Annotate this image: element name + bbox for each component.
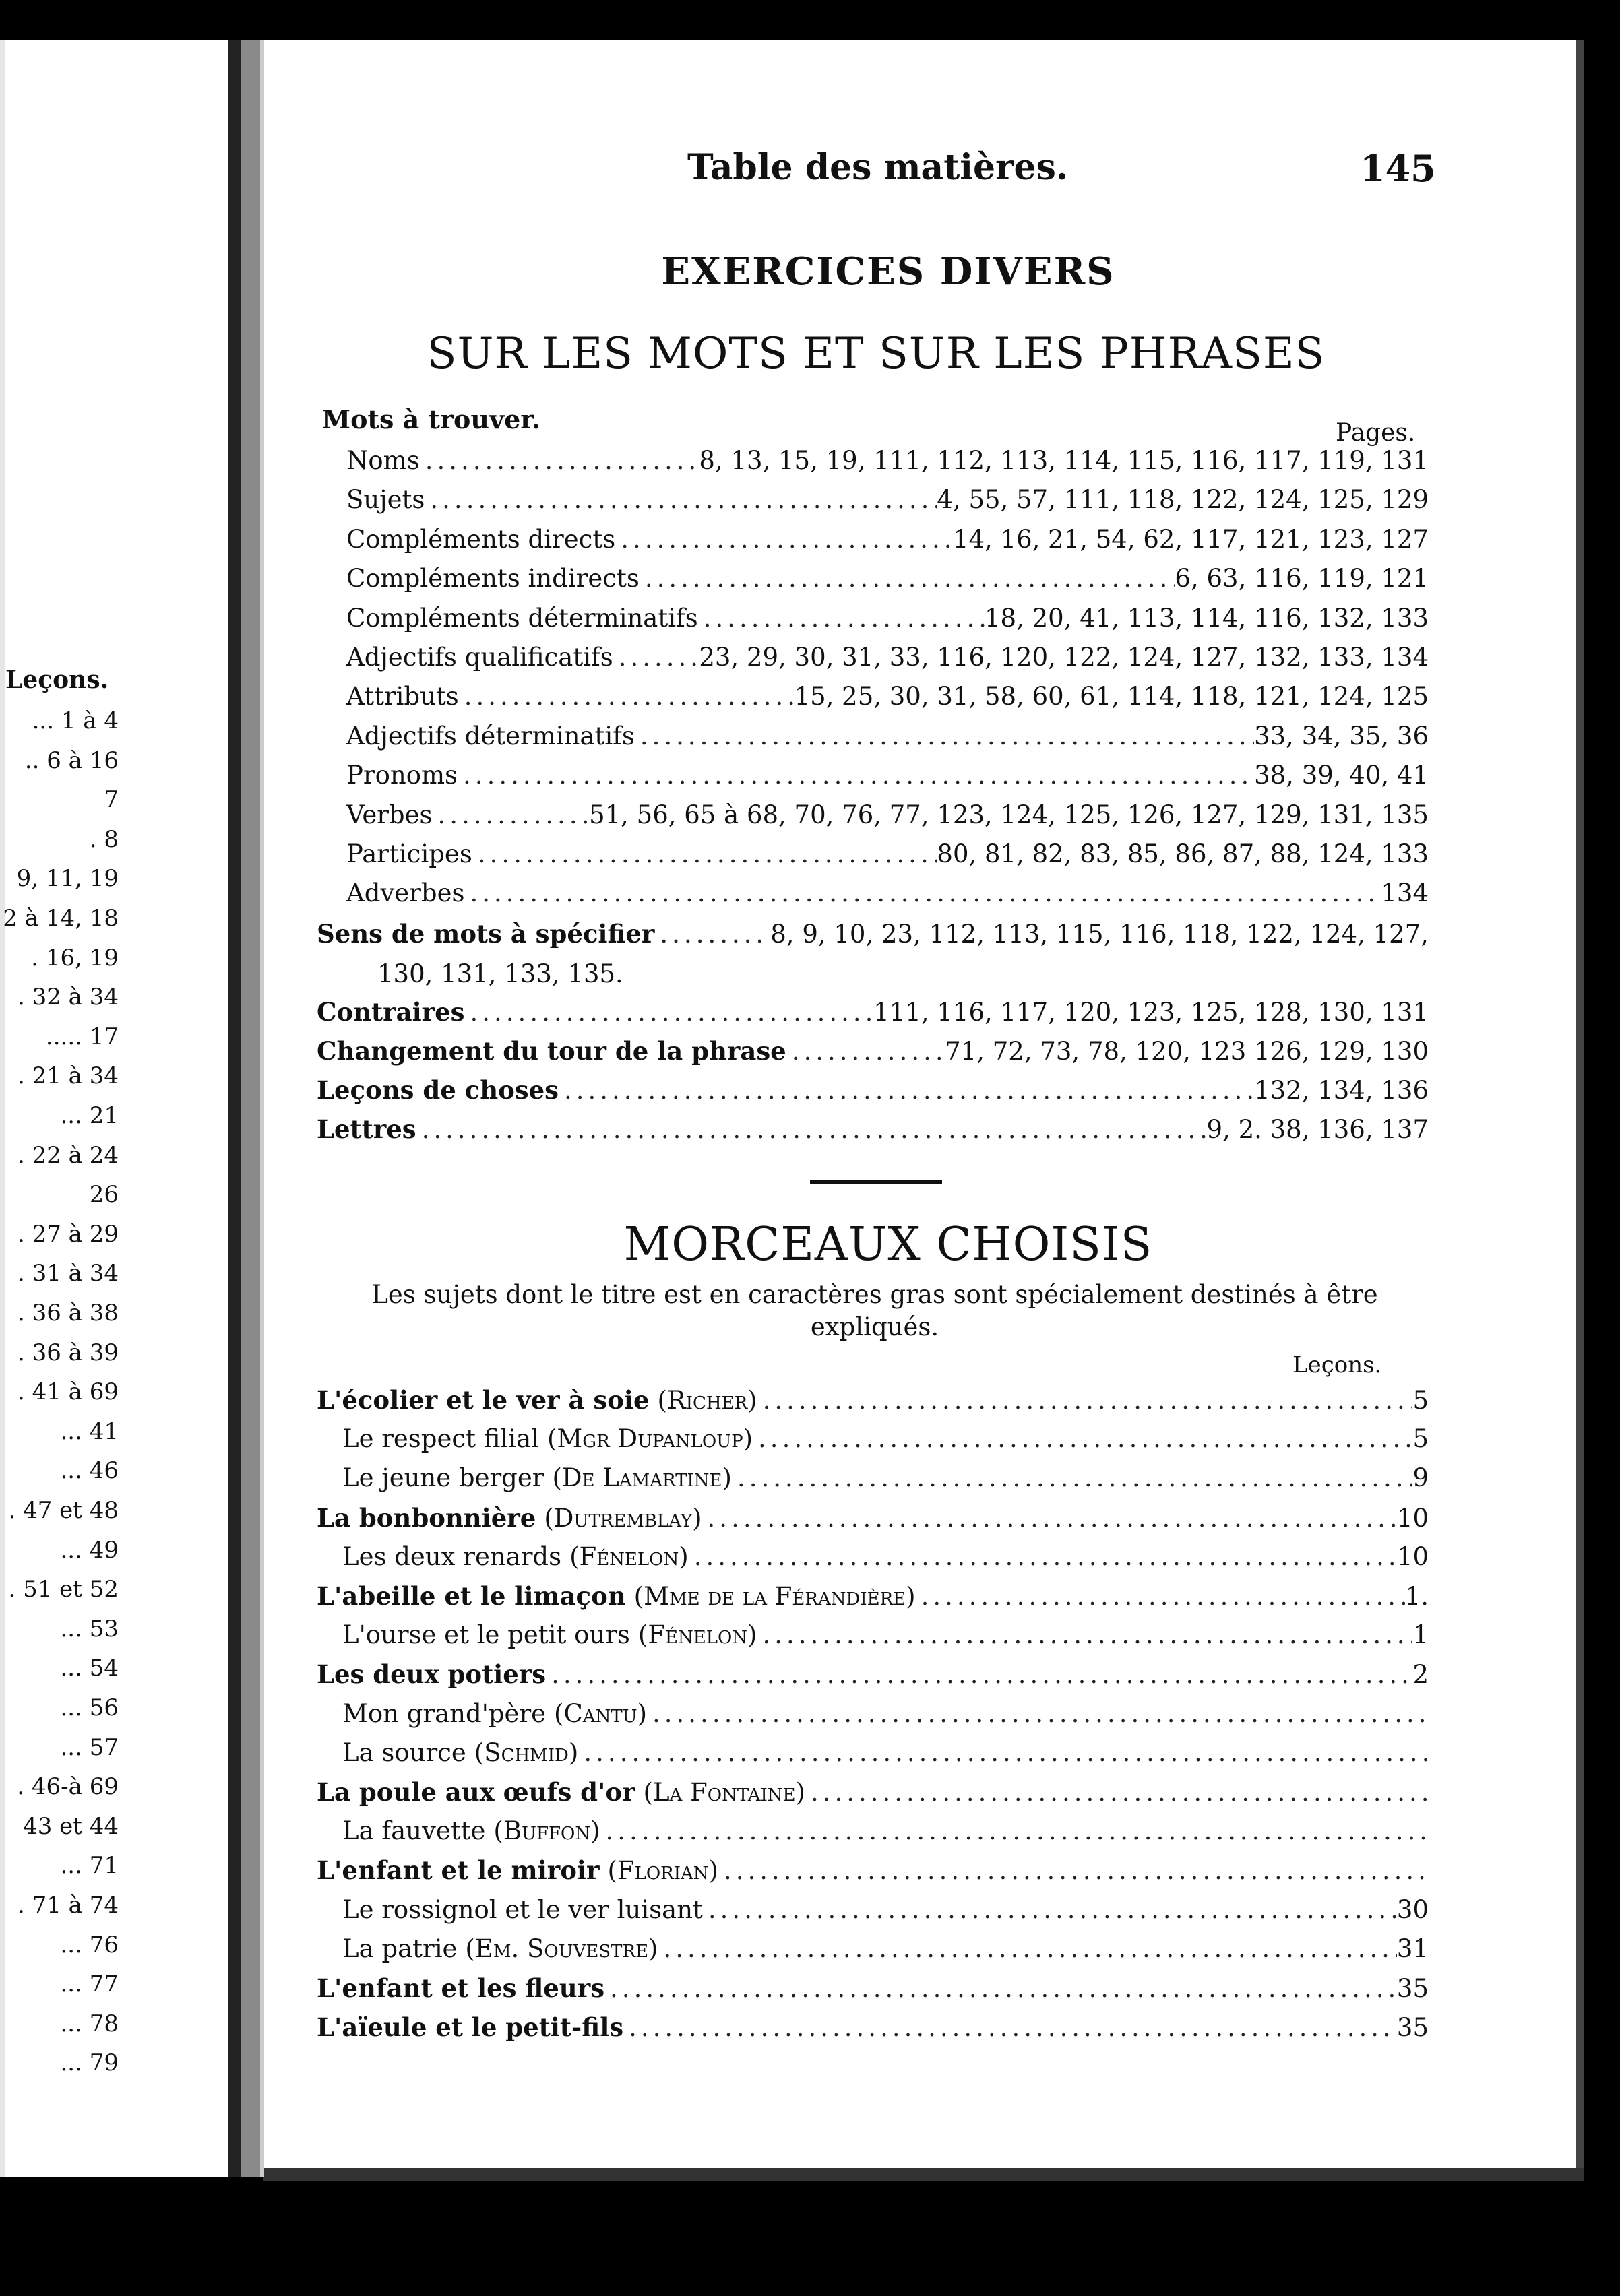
- dot-leader: [698, 601, 985, 636]
- previous-page-ref: . 8: [89, 825, 119, 853]
- entry-refs: 111, 116, 117, 120, 123, 125, 128, 130, 131: [873, 998, 1429, 1027]
- dot-leader: [623, 2010, 1397, 2045]
- entry-author: (Mme de la Férandière): [633, 1582, 916, 1611]
- previous-page-ref: . 22 à 24: [17, 1141, 119, 1169]
- entry-refs: 15, 25, 30, 31, 58, 60, 61, 114, 118, 121, 124, 125: [794, 682, 1429, 711]
- previous-page-edge: [0, 40, 5, 2177]
- section-subtitle-mots-phrases: SUR LES MOTS ET SUR LES PHRASES: [427, 329, 1326, 379]
- exercise-entry: [346, 601, 1429, 636]
- entry-label: Compléments déterminatifs: [346, 603, 698, 633]
- entry-label: Attributs: [346, 682, 459, 711]
- morceau-entry: [342, 1461, 1429, 1496]
- entry-author: (Cantu): [554, 1698, 648, 1728]
- entry-refs: 9, 2. 38, 136, 137: [1206, 1115, 1429, 1144]
- entry-refs: 2: [1412, 1660, 1429, 1690]
- previous-page-ref: ... 1 à 4: [32, 707, 119, 734]
- morceau-entry: [342, 1618, 1429, 1653]
- entry-author: (Florian): [607, 1856, 718, 1886]
- entry-label: Les deux renards: [342, 1541, 562, 1571]
- previous-page-ref: ... 78: [60, 2010, 119, 2037]
- morceau-entry: [317, 1971, 1429, 2006]
- entry-author: (Fénelon): [569, 1541, 689, 1571]
- entry-label: L'enfant et les fleurs: [317, 1973, 605, 2003]
- entry-refs: 10: [1396, 1503, 1429, 1533]
- previous-page-ref: 43 et 44: [23, 1812, 119, 1840]
- entry-label: La source: [342, 1737, 466, 1767]
- previous-page-ref: ..... 17: [45, 1023, 119, 1050]
- entry-author: (Mgr Dupanloup): [547, 1424, 753, 1454]
- book-gutter-dark: [228, 40, 241, 2177]
- entry-refs: 134: [1381, 879, 1429, 908]
- dot-leader: [600, 1814, 1429, 1849]
- dot-leader: [718, 1853, 1429, 1888]
- entry-author: (Schmid): [474, 1737, 579, 1767]
- dot-leader: [464, 876, 1381, 911]
- morceau-entry: [317, 1382, 1429, 1417]
- exercise-entry: [346, 640, 1429, 675]
- scan-border-bottom-band: [263, 2168, 1584, 2181]
- previous-page-ref: ... 49: [60, 1536, 119, 1564]
- previous-page-ref: ... 54: [60, 1655, 119, 1682]
- morceau-entry: [342, 1735, 1429, 1771]
- dot-leader: [658, 1932, 1397, 1967]
- entry-label: Mon grand'père: [342, 1698, 547, 1728]
- book-gutter-light: [260, 40, 264, 2177]
- morceau-entry: [317, 1578, 1429, 1614]
- entry-label: Contraires: [317, 997, 465, 1027]
- dot-leader: [420, 443, 699, 478]
- entry-refs: 1.: [1404, 1582, 1429, 1611]
- morceau-entry: [317, 2010, 1429, 2045]
- dot-leader: [640, 561, 1175, 596]
- exercise-entry: [346, 443, 1429, 478]
- entry-label: L'aïeule et le petit-fils: [317, 2012, 624, 2043]
- previous-page-ref: ... 53: [60, 1615, 119, 1643]
- previous-page-ref: ... 56: [60, 1694, 119, 1721]
- previous-page-ref: ... 71: [60, 1852, 119, 1880]
- entry-label: Verbes: [346, 800, 433, 829]
- dot-leader: [647, 1696, 1429, 1731]
- dot-leader: [459, 679, 795, 714]
- entry-label: Les deux potiers: [317, 1659, 547, 1690]
- dot-leader: [757, 1383, 1413, 1417]
- book-gutter-shadow: [241, 40, 260, 2177]
- entry-label: Adverbes: [346, 879, 465, 908]
- entry-label: Sujets: [346, 485, 425, 515]
- entry-label: Noms: [346, 446, 420, 475]
- dot-leader: [703, 1892, 1397, 1927]
- dot-leader: [578, 1735, 1429, 1771]
- entry-label: Sens de mots à spécifier: [317, 919, 655, 949]
- running-title: Table des matières.: [687, 147, 1068, 188]
- morceau-entry: [317, 1500, 1429, 1535]
- scan-border-right: [1584, 0, 1620, 2296]
- exercise-entry-bold: [317, 994, 1429, 1029]
- scan-border-top: [0, 0, 1620, 40]
- entry-refs: 9: [1412, 1463, 1429, 1493]
- entry-label: La bonbonnière: [317, 1502, 536, 1533]
- entry-refs: 31: [1396, 1934, 1429, 1963]
- entry-label: Pronoms: [346, 761, 458, 790]
- entry-label: La fauvette: [342, 1816, 486, 1846]
- entry-label: Compléments indirects: [346, 564, 640, 594]
- previous-page-header: Leçons.: [5, 666, 109, 694]
- entry-label: Participes: [346, 839, 472, 868]
- previous-page-ref: 9, 11, 19: [16, 865, 119, 893]
- previous-page-ref: . 36 à 39: [17, 1339, 119, 1366]
- exercise-entry: [346, 561, 1429, 596]
- morceau-entry: [342, 1539, 1429, 1574]
- exercise-entry: [346, 679, 1429, 714]
- entry-author: (De Lamartine): [552, 1463, 732, 1493]
- exercise-entry: [346, 482, 1429, 517]
- morceau-entry: [342, 1814, 1429, 1849]
- entry-label: Lettres: [317, 1114, 416, 1144]
- section-separator-rule: [810, 1180, 942, 1184]
- previous-page-ref: ... 76: [60, 1931, 119, 1958]
- entry-label: L'ourse et le petit ours: [342, 1620, 630, 1650]
- previous-page-ref: ... 79: [60, 2049, 119, 2077]
- entry-refs: 35: [1396, 2013, 1429, 2043]
- exercise-entry: [346, 522, 1429, 557]
- entry-refs: 8, 13, 15, 19, 111, 112, 113, 114, 115, 116, 117, 119, 131: [699, 446, 1429, 475]
- entry-refs: 6, 63, 116, 119, 121: [1175, 564, 1429, 594]
- dot-leader: [604, 1971, 1397, 2006]
- previous-page-ref: . 27 à 29: [17, 1220, 119, 1248]
- entry-refs: 5: [1412, 1386, 1429, 1415]
- entry-label: Adjectifs déterminatifs: [346, 721, 635, 751]
- entry-refs: 30: [1396, 1894, 1429, 1924]
- entry-refs: 8, 9, 10, 23, 112, 113, 115, 116, 118, 122, 124, 127,: [770, 920, 1429, 949]
- morceau-entry: [342, 1932, 1429, 1967]
- previous-page-ref: . 41 à 69: [17, 1378, 119, 1406]
- dot-leader: [416, 1112, 1207, 1147]
- exercise-entry-bold: [317, 916, 1429, 951]
- section-title-morceaux: MORCEAUX CHOISIS: [623, 1218, 1153, 1271]
- pages-column-label: Pages.: [1336, 419, 1416, 447]
- dot-leader: [916, 1579, 1405, 1614]
- exercise-entry-bold: [317, 1033, 1429, 1069]
- previous-page-ref: . 36 à 38: [17, 1300, 119, 1327]
- entry-refs: 51, 56, 65 à 68, 70, 76, 77, 123, 124, 125, 126, 127, 129, 131, 135: [589, 800, 1429, 829]
- previous-page-ref: . 46-à 69: [17, 1773, 119, 1801]
- entry-refs: 71, 72, 73, 78, 120, 123 126, 129, 130: [945, 1037, 1429, 1066]
- entry-label: Le respect filial: [342, 1424, 539, 1454]
- entry-refs: 38, 39, 40, 41: [1254, 761, 1429, 790]
- entry-label: Changement du tour de la phrase: [317, 1036, 786, 1066]
- dot-leader: [615, 522, 953, 557]
- entry-refs: 1: [1412, 1620, 1429, 1650]
- section-intro-note: Les sujets dont le titre est en caractères gras sont spécialement destinés à être expliqués.: [371, 1280, 1378, 1341]
- dot-leader: [458, 758, 1254, 793]
- previous-page-ref: .. 6 à 16: [24, 746, 119, 774]
- previous-page-ref: ... 77: [60, 1971, 119, 1998]
- entry-author: (Richer): [657, 1386, 757, 1415]
- dot-leader: [805, 1775, 1429, 1810]
- entry-refs: 4, 55, 57, 111, 118, 122, 124, 125, 129: [937, 485, 1429, 515]
- entry-label: La patrie: [342, 1934, 458, 1963]
- previous-page-ref: ... 41: [60, 1417, 119, 1445]
- dot-leader: [613, 640, 699, 675]
- entry-label: L'abeille et le limaçon: [317, 1581, 626, 1611]
- dot-leader: [732, 1461, 1413, 1496]
- dot-leader: [472, 837, 937, 872]
- dot-leader: [689, 1539, 1397, 1574]
- dot-leader: [465, 995, 874, 1029]
- previous-page-ref: . 16, 19: [31, 944, 119, 971]
- morceau-entry: [317, 1657, 1429, 1692]
- scan-border-right-inner: [1576, 40, 1584, 2296]
- exercise-entry: [346, 719, 1429, 754]
- entry-refs: 35: [1396, 1974, 1429, 2003]
- sens-continuation-line: 130, 131, 133, 135.: [377, 959, 623, 988]
- entry-label: Leçons de choses: [317, 1075, 559, 1105]
- entry-label: L'écolier et le ver à soie: [317, 1385, 650, 1415]
- dot-leader: [753, 1422, 1412, 1457]
- previous-page-ref: ... 46: [60, 1457, 119, 1485]
- entry-author: (Dutremblay): [544, 1503, 702, 1533]
- dot-leader: [425, 482, 937, 517]
- previous-page-ref: 2 à 14, 18: [3, 905, 119, 932]
- lecons-column-label: Leçons.: [1292, 1351, 1382, 1378]
- entry-refs: 80, 81, 82, 83, 85, 86, 87, 88, 124, 133: [937, 839, 1429, 868]
- dot-leader: [432, 798, 589, 833]
- exercise-entry: [346, 758, 1429, 793]
- entry-label: L'enfant et le miroir: [317, 1855, 600, 1886]
- entry-refs: 33, 34, 35, 36: [1254, 721, 1429, 751]
- dot-leader: [654, 917, 770, 951]
- previous-page-ref: . 47 et 48: [8, 1497, 119, 1524]
- entry-refs: 14, 16, 21, 54, 62, 117, 121, 123, 127: [952, 524, 1429, 554]
- page-number: 145: [1360, 147, 1436, 190]
- morceau-entry: [317, 1775, 1429, 1810]
- entry-refs: 23, 29, 30, 31, 33, 116, 120, 122, 124, 127, 132, 133, 134: [699, 643, 1429, 672]
- entry-author: (Em. Souvestre): [465, 1934, 658, 1963]
- entry-author: (Buffon): [493, 1816, 600, 1846]
- previous-page-ref: . 32 à 34: [17, 984, 119, 1011]
- entry-label: Le rossignol et le ver luisant: [342, 1894, 703, 1924]
- dot-leader: [635, 719, 1254, 754]
- previous-page-ref: . 51 et 52: [8, 1576, 119, 1603]
- exercise-entry-bold: [317, 1073, 1429, 1108]
- section-title-exercices: EXERCICES DIVERS: [661, 249, 1115, 294]
- previous-page-ref: . 21 à 34: [17, 1062, 119, 1090]
- previous-page-ref: . 31 à 34: [17, 1260, 119, 1287]
- exercise-entry: [346, 837, 1429, 872]
- morceau-entry: [342, 1892, 1429, 1927]
- previous-page-ref: ... 21: [60, 1102, 119, 1129]
- previous-page-ref: ... 57: [60, 1733, 119, 1761]
- exercise-entry: [346, 876, 1429, 911]
- dot-leader: [559, 1073, 1254, 1108]
- entry-author: (Fénelon): [637, 1620, 757, 1650]
- entry-label: Adjectifs qualificatifs: [346, 643, 613, 672]
- group-title-mots: Mots à trouver.: [322, 404, 541, 435]
- dot-leader: [786, 1034, 945, 1069]
- entry-refs: 5: [1412, 1424, 1429, 1454]
- entry-refs: 18, 20, 41, 113, 114, 116, 132, 133: [984, 603, 1429, 633]
- previous-page-ref: 26: [89, 1181, 119, 1209]
- dot-leader: [757, 1618, 1413, 1653]
- previous-page-ref: . 71 à 74: [17, 1892, 119, 1919]
- morceau-entry: [342, 1422, 1429, 1457]
- morceau-entry: [342, 1696, 1429, 1731]
- dot-leader: [702, 1501, 1397, 1535]
- exercise-entry: [346, 798, 1429, 833]
- previous-page-ref: 7: [104, 786, 119, 814]
- dot-leader: [546, 1657, 1412, 1692]
- exercise-entry-bold: [317, 1112, 1429, 1147]
- entry-label: Compléments directs: [346, 524, 616, 554]
- entry-author: (La Fontaine): [643, 1778, 805, 1807]
- entry-refs: 10: [1396, 1541, 1429, 1571]
- entry-label: La poule aux œufs d'or: [317, 1777, 635, 1807]
- scan-border-bottom: [0, 2177, 1620, 2296]
- entry-label: Le jeune berger: [342, 1463, 544, 1493]
- morceau-entry: [317, 1853, 1429, 1888]
- entry-refs: 132, 134, 136: [1254, 1076, 1429, 1105]
